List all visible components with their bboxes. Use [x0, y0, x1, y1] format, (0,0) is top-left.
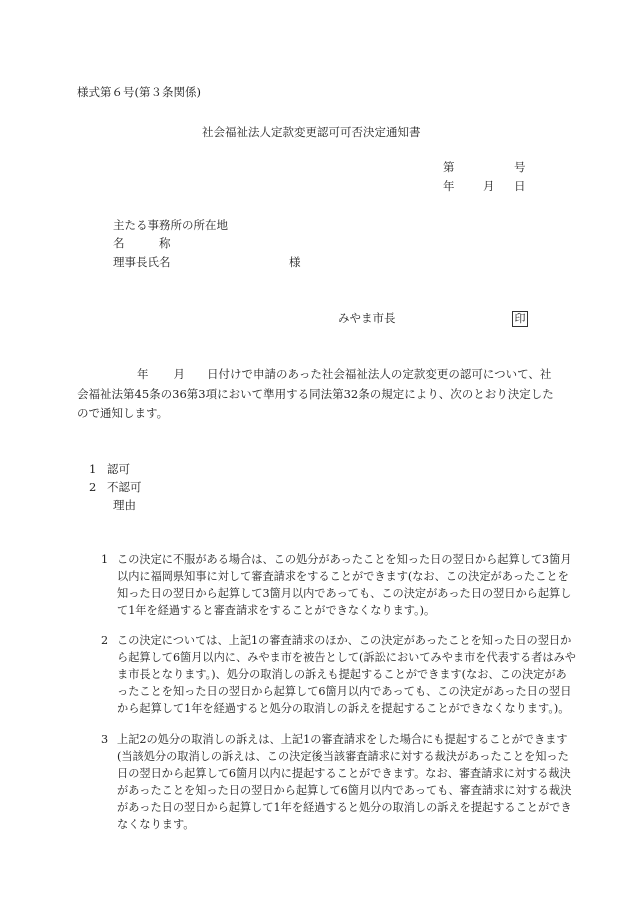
issuer-name: みやま市長: [338, 311, 396, 325]
honorific: 様: [289, 255, 301, 269]
name-label: 名 称: [113, 236, 171, 250]
date-month: 月: [483, 179, 495, 193]
body-month: 月: [173, 367, 185, 381]
doc-number-suffix: 号: [514, 160, 526, 174]
date-year: 年: [443, 179, 455, 193]
note-text: この決定に不服がある場合は、この処分があったことを知った日の翌日から起算して3箇月以内に福岡県知事に対して審査請求をすることができます(なお、この決定があったことを知った日の翌日から起算して3箇月以内であっても、この決定があった日の翌日から起算して1年を経過すると審査請求をすることができなくなります。)。: [117, 553, 572, 617]
representative-label: 理事長氏名: [113, 255, 171, 269]
body-text: 日付けで申請のあった社会福祉法人の定款変更の認可について、社会福祉法第45条の36第3項において準用する同法第32条の規定により、次のとおり決定したので通知します。: [77, 367, 554, 420]
decision-2-label: 不認可: [107, 480, 142, 494]
body-year: 年: [137, 367, 149, 381]
reason-label: 理由: [113, 498, 136, 512]
decision-2-number: 2: [89, 480, 97, 494]
date-day: 日: [514, 179, 526, 193]
note-number: 2: [101, 634, 109, 647]
form-number: 様式第６号(第３条関係): [77, 85, 201, 99]
decision-1-label: 認可: [107, 462, 130, 476]
decision-1-number: 1: [89, 462, 97, 476]
note-number: 1: [101, 553, 109, 566]
address-label: 主たる事務所の所在地: [113, 218, 228, 232]
seal-mark: 印: [512, 311, 528, 327]
note-text: この決定については、上記1の審査請求のほか、この決定があったことを知った日の翌日から起算して6箇月以内に、みやま市を被告として(訴訟においてみやま市を代表する者はみやま市長となります。)、処分の取消しの訴えも提起することができます(なお、この決定があったことを知った日の翌日から起算して6箇月以内であっても、この決定があった日の翌日から起算して1年を経過すると処分の取消しの訴えを提起することができなくなります。)。: [117, 634, 576, 715]
page-title: 社会福祉法人定款変更認可可否決定通知書: [202, 125, 421, 139]
note-text: 上記2の処分の取消しの訴えは、上記1の審査請求をした場合にも提起することができます(当該処分の取消しの訴えは、この決定後当該審査請求に対する裁決があったことを知った日の翌日から起算して6箇月以内に提起することができます。なお、審査請求に対する裁決があったことを知った日の翌日から起算して6箇月以内であっても、審査請求に対する裁決があった日の翌日から起算して1年を経過すると処分の取消しの訴えを提起することができなくなります。: [117, 733, 572, 831]
doc-number-prefix: 第: [443, 160, 455, 174]
note-number: 3: [101, 733, 109, 746]
note-item: [101, 551, 577, 619]
note-item: [101, 632, 577, 717]
body-paragraph: [77, 365, 555, 424]
note-item: [101, 731, 577, 833]
